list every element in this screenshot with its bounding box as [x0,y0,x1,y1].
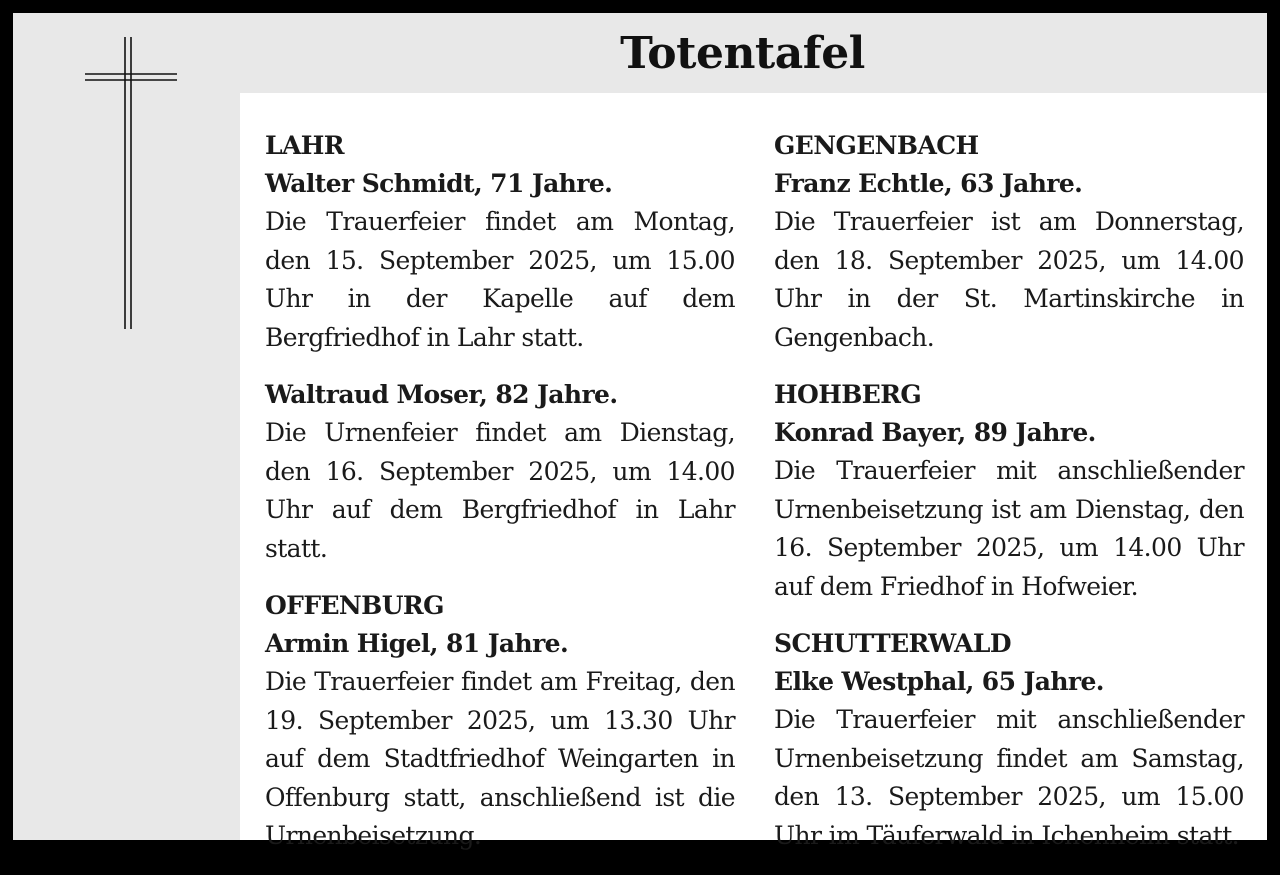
place-heading: SCHUTTERWALD [774,629,1011,658]
deceased-name: Walter Schmidt, 71 Jahre. [265,169,613,198]
ceremony-text: Die Trauerfeier mit anschließender Urnenbeisetzung findet am Samstag, den 13. September 2025, um 15.00 Uhr im Täuferwald in Ichenheim statt. [774,705,1244,850]
ceremony-text: Die Trauerfeier findet am Freitag, den 19. September 2025, um 13.30 Uhr auf dem Stadtfriedhof Weingarten in Offenburg statt, anschließend ist die Urnenbeisetzung. [265,667,735,850]
obituary-entry [774,376,1244,606]
place-heading: LAHR [265,131,344,160]
ceremony-text: Die Trauerfeier mit anschließender Urnenbeisetzung ist am Dienstag, den 16. September 2025, um 14.00 Uhr auf dem Friedhof in Hofweier. [774,456,1244,601]
obituary-entry [774,127,1244,357]
obituary-entry [265,376,735,568]
deceased-name: Franz Echtle, 63 Jahre. [774,169,1083,198]
right-column [774,127,1244,874]
deceased-name: Elke Westphal, 65 Jahre. [774,667,1104,696]
place-heading: HOHBERG [774,380,922,409]
ceremony-text: Die Trauerfeier findet am Montag, den 15. September 2025, um 15.00 Uhr in der Kapelle auf dem Bergfriedhof in Lahr statt. [265,207,735,352]
place-heading: OFFENBURG [265,591,444,620]
obituary-entry [265,127,735,357]
ceremony-text: Die Urnenfeier findet am Dienstag, den 16. September 2025, um 14.00 Uhr auf dem Bergfriedhof in Lahr statt. [265,418,735,563]
page-title: Totentafel [620,28,865,79]
deceased-name: Konrad Bayer, 89 Jahre. [774,418,1096,447]
cross-icon [85,37,177,329]
obituary-panel [240,93,1267,850]
obituary-entry [774,625,1244,855]
obituary-entry [265,587,735,856]
ceremony-text: Die Trauerfeier ist am Donnerstag, den 18. September 2025, um 14.00 Uhr in der St. Martinskirche in Gengenbach. [774,207,1244,352]
place-heading: GENGENBACH [774,131,979,160]
deceased-name: Waltraud Moser, 82 Jahre. [265,380,618,409]
deceased-name: Armin Higel, 81 Jahre. [265,629,569,658]
left-column [265,127,735,875]
obituary-board [13,13,1267,850]
